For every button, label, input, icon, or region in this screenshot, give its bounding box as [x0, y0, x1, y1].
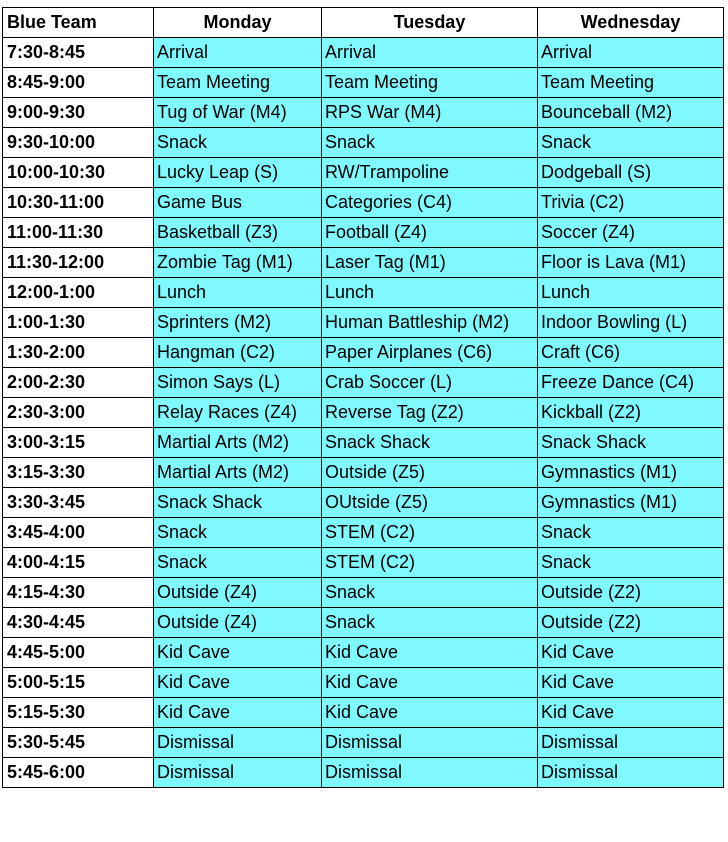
- activity-cell-wednesday[interactable]: Indoor Bowling (L): [538, 308, 724, 338]
- table-row: [3, 368, 724, 398]
- activity-cell-wednesday[interactable]: Snack Shack: [538, 428, 724, 458]
- activity-cell-monday[interactable]: Kid Cave: [154, 668, 322, 698]
- day-header-monday[interactable]: Monday: [154, 8, 322, 38]
- table-row: [3, 308, 724, 338]
- activity-cell-monday[interactable]: Outside (Z4): [154, 608, 322, 638]
- table-row: [3, 188, 724, 218]
- time-cell[interactable]: 3:00-3:15: [3, 428, 154, 458]
- activity-cell-monday[interactable]: Dismissal: [154, 728, 322, 758]
- activity-cell-tuesday[interactable]: STEM (C2): [322, 548, 538, 578]
- time-cell[interactable]: 8:45-9:00: [3, 68, 154, 98]
- activity-cell-wednesday[interactable]: Snack: [538, 548, 724, 578]
- activity-cell-wednesday[interactable]: Gymnastics (M1): [538, 488, 724, 518]
- time-cell[interactable]: 4:00-4:15: [3, 548, 154, 578]
- activity-cell-tuesday[interactable]: Kid Cave: [322, 638, 538, 668]
- activity-cell-tuesday[interactable]: RW/Trampoline: [322, 158, 538, 188]
- activity-cell-monday[interactable]: Snack Shack: [154, 488, 322, 518]
- activity-cell-wednesday[interactable]: Bounceball (M2): [538, 98, 724, 128]
- activity-cell-monday[interactable]: Simon Says (L): [154, 368, 322, 398]
- activity-cell-tuesday[interactable]: Snack Shack: [322, 428, 538, 458]
- activity-cell-monday[interactable]: Zombie Tag (M1): [154, 248, 322, 278]
- table-row: [3, 218, 724, 248]
- activity-cell-wednesday[interactable]: Trivia (C2): [538, 188, 724, 218]
- time-cell[interactable]: 5:15-5:30: [3, 698, 154, 728]
- activity-cell-tuesday[interactable]: Laser Tag (M1): [322, 248, 538, 278]
- time-cell[interactable]: 5:45-6:00: [3, 758, 154, 788]
- table-row: [3, 98, 724, 128]
- activity-cell-tuesday[interactable]: Categories (C4): [322, 188, 538, 218]
- time-cell[interactable]: 10:00-10:30: [3, 158, 154, 188]
- activity-cell-tuesday[interactable]: Paper Airplanes (C6): [322, 338, 538, 368]
- day-header-tuesday[interactable]: Tuesday: [322, 8, 538, 38]
- activity-cell-monday[interactable]: Martial Arts (M2): [154, 428, 322, 458]
- activity-cell-tuesday[interactable]: Arrival: [322, 38, 538, 68]
- activity-cell-wednesday[interactable]: Kid Cave: [538, 638, 724, 668]
- activity-cell-monday[interactable]: Game Bus: [154, 188, 322, 218]
- activity-cell-tuesday[interactable]: Outside (Z5): [322, 458, 538, 488]
- table-row: [3, 68, 724, 98]
- time-cell[interactable]: 12:00-1:00: [3, 278, 154, 308]
- activity-cell-monday[interactable]: Lunch: [154, 278, 322, 308]
- activity-cell-tuesday[interactable]: Football (Z4): [322, 218, 538, 248]
- table-row: [3, 548, 724, 578]
- activity-cell-monday[interactable]: Snack: [154, 548, 322, 578]
- time-cell[interactable]: 3:15-3:30: [3, 458, 154, 488]
- schedule-table: [2, 7, 724, 788]
- activity-cell-wednesday[interactable]: Snack: [538, 518, 724, 548]
- time-cell[interactable]: 9:30-10:00: [3, 128, 154, 158]
- activity-cell-tuesday[interactable]: Lunch: [322, 278, 538, 308]
- time-cell[interactable]: 3:45-4:00: [3, 518, 154, 548]
- table-row: [3, 158, 724, 188]
- activity-cell-tuesday[interactable]: OUtside (Z5): [322, 488, 538, 518]
- time-cell[interactable]: 3:30-3:45: [3, 488, 154, 518]
- activity-cell-wednesday[interactable]: Dismissal: [538, 728, 724, 758]
- time-cell[interactable]: 1:00-1:30: [3, 308, 154, 338]
- activity-cell-tuesday[interactable]: Team Meeting: [322, 68, 538, 98]
- activity-cell-tuesday[interactable]: Kid Cave: [322, 668, 538, 698]
- table-row: [3, 428, 724, 458]
- table-row: [3, 758, 724, 788]
- activity-cell-tuesday[interactable]: STEM (C2): [322, 518, 538, 548]
- time-cell[interactable]: 11:30-12:00: [3, 248, 154, 278]
- activity-cell-wednesday[interactable]: Outside (Z2): [538, 578, 724, 608]
- day-header-wednesday[interactable]: Wednesday: [538, 8, 724, 38]
- activity-cell-wednesday[interactable]: Floor is Lava (M1): [538, 248, 724, 278]
- activity-cell-wednesday[interactable]: Arrival: [538, 38, 724, 68]
- activity-cell-monday[interactable]: Basketball (Z3): [154, 218, 322, 248]
- activity-cell-tuesday[interactable]: Snack: [322, 608, 538, 638]
- activity-cell-monday[interactable]: Kid Cave: [154, 698, 322, 728]
- activity-cell-tuesday[interactable]: Human Battleship (M2): [322, 308, 538, 338]
- table-row: [3, 278, 724, 308]
- time-cell[interactable]: 1:30-2:00: [3, 338, 154, 368]
- time-cell[interactable]: 10:30-11:00: [3, 188, 154, 218]
- activity-cell-wednesday[interactable]: Team Meeting: [538, 68, 724, 98]
- table-row: [3, 698, 724, 728]
- activity-cell-monday[interactable]: Dismissal: [154, 758, 322, 788]
- table-row: [3, 398, 724, 428]
- time-cell[interactable]: 4:15-4:30: [3, 578, 154, 608]
- activity-cell-wednesday[interactable]: Dismissal: [538, 758, 724, 788]
- activity-cell-wednesday[interactable]: Dodgeball (S): [538, 158, 724, 188]
- activity-cell-wednesday[interactable]: Snack: [538, 128, 724, 158]
- activity-cell-wednesday[interactable]: Soccer (Z4): [538, 218, 724, 248]
- activity-cell-monday[interactable]: Outside (Z4): [154, 578, 322, 608]
- activity-cell-monday[interactable]: Tug of War (M4): [154, 98, 322, 128]
- activity-cell-monday[interactable]: Martial Arts (M2): [154, 458, 322, 488]
- time-cell[interactable]: 11:00-11:30: [3, 218, 154, 248]
- activity-cell-wednesday[interactable]: Kid Cave: [538, 668, 724, 698]
- table-row: [3, 668, 724, 698]
- activity-cell-monday[interactable]: Arrival: [154, 38, 322, 68]
- activity-cell-monday[interactable]: Kid Cave: [154, 638, 322, 668]
- time-cell[interactable]: 9:00-9:30: [3, 98, 154, 128]
- activity-cell-monday[interactable]: Relay Races (Z4): [154, 398, 322, 428]
- activity-cell-wednesday[interactable]: Outside (Z2): [538, 608, 724, 638]
- activity-cell-tuesday[interactable]: Reverse Tag (Z2): [322, 398, 538, 428]
- header-row: [3, 8, 724, 38]
- activity-cell-wednesday[interactable]: Kickball (Z2): [538, 398, 724, 428]
- table-row: [3, 38, 724, 68]
- activity-cell-tuesday[interactable]: RPS War (M4): [322, 98, 538, 128]
- table-row: [3, 728, 724, 758]
- time-cell[interactable]: 4:30-4:45: [3, 608, 154, 638]
- activity-cell-wednesday[interactable]: Freeze Dance (C4): [538, 368, 724, 398]
- activity-cell-tuesday[interactable]: Snack: [322, 578, 538, 608]
- time-cell[interactable]: 2:00-2:30: [3, 368, 154, 398]
- activity-cell-monday[interactable]: Lucky Leap (S): [154, 158, 322, 188]
- table-row: [3, 248, 724, 278]
- time-cell[interactable]: 5:00-5:15: [3, 668, 154, 698]
- table-row: [3, 128, 724, 158]
- activity-cell-monday[interactable]: Hangman (C2): [154, 338, 322, 368]
- activity-cell-wednesday[interactable]: Lunch: [538, 278, 724, 308]
- activity-cell-tuesday[interactable]: Kid Cave: [322, 698, 538, 728]
- schedule-body: [3, 38, 724, 788]
- time-cell[interactable]: 2:30-3:00: [3, 398, 154, 428]
- activity-cell-tuesday[interactable]: Crab Soccer (L): [322, 368, 538, 398]
- time-cell[interactable]: 7:30-8:45: [3, 38, 154, 68]
- activity-cell-monday[interactable]: Snack: [154, 128, 322, 158]
- table-row: [3, 488, 724, 518]
- table-row: [3, 578, 724, 608]
- activity-cell-monday[interactable]: Snack: [154, 518, 322, 548]
- activity-cell-wednesday[interactable]: Gymnastics (M1): [538, 458, 724, 488]
- activity-cell-wednesday[interactable]: Craft (C6): [538, 338, 724, 368]
- activity-cell-wednesday[interactable]: Kid Cave: [538, 698, 724, 728]
- table-row: [3, 338, 724, 368]
- activity-cell-tuesday[interactable]: Dismissal: [322, 758, 538, 788]
- activity-cell-monday[interactable]: Sprinters (M2): [154, 308, 322, 338]
- time-cell[interactable]: 4:45-5:00: [3, 638, 154, 668]
- activity-cell-monday[interactable]: Team Meeting: [154, 68, 322, 98]
- team-header[interactable]: Blue Team: [3, 8, 154, 38]
- table-row: [3, 638, 724, 668]
- activity-cell-tuesday[interactable]: Dismissal: [322, 728, 538, 758]
- table-row: [3, 608, 724, 638]
- table-row: [3, 518, 724, 548]
- activity-cell-tuesday[interactable]: Snack: [322, 128, 538, 158]
- table-row: [3, 458, 724, 488]
- time-cell[interactable]: 5:30-5:45: [3, 728, 154, 758]
